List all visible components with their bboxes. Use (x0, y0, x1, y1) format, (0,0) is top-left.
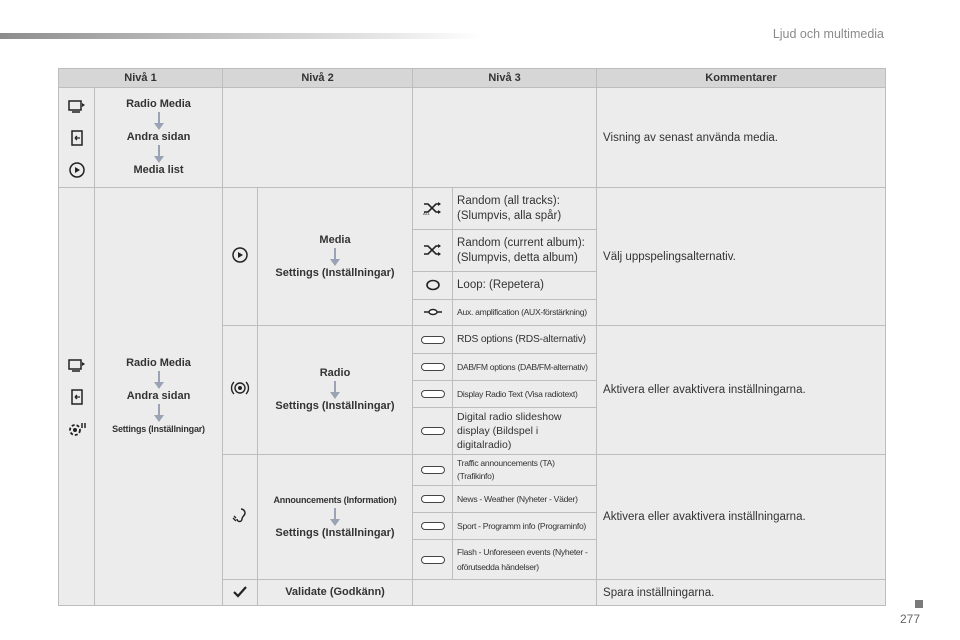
level-label: Announcements (Information) (273, 495, 397, 505)
level-label: Radio (319, 367, 351, 379)
arrow-down-icon (330, 248, 340, 266)
level-label: Settings (Inställningar) (275, 266, 395, 279)
level-label: Settings (Inställningar) (275, 400, 395, 412)
column-header: Nivå 3 (413, 69, 597, 88)
media-icon (229, 245, 251, 265)
level3-icon-cell (413, 188, 453, 230)
toggle-icon (421, 556, 445, 564)
toggle-icon (421, 466, 445, 474)
level2-path (258, 455, 413, 580)
level3-item: DAB/FM options (DAB/FM-alternativ) (453, 354, 597, 381)
table-row (59, 188, 886, 230)
arrow-down-icon (154, 404, 164, 422)
toggle-icon (421, 336, 445, 344)
column-header: Kommentarer (597, 69, 886, 88)
check-icon-cell (223, 580, 258, 606)
radio-media-icon (66, 355, 88, 375)
header-decor-bar (0, 33, 480, 39)
table-header-row (59, 69, 886, 88)
level2-path (258, 580, 413, 606)
settings-icon (66, 419, 88, 439)
radio-icon-cell (223, 326, 258, 455)
level3-icon-cell (413, 381, 453, 408)
level-label: Andra sidan (126, 390, 191, 402)
arrow-down-icon (154, 371, 164, 389)
arrow-down-icon (330, 508, 340, 526)
media-list-icon (66, 160, 88, 180)
level2-path (258, 326, 413, 455)
level3-icon-cell (413, 408, 453, 455)
level-label: Settings (Inställningar) (112, 424, 205, 434)
comment-cell: Aktivera eller avaktivera inställningarna. (597, 326, 886, 455)
toggle-icon (421, 495, 445, 503)
arrow-down-icon (330, 381, 340, 399)
level3-item: RDS options (RDS-alternativ) (453, 326, 597, 354)
level1-path (95, 188, 223, 606)
radio-icon (229, 378, 251, 398)
toggle-icon (421, 427, 445, 435)
toggle-icon (421, 390, 445, 398)
back-page-icon (66, 387, 88, 407)
level3-item: Aux. amplification (AUX-förstärkning) (453, 300, 597, 326)
level3-item: Random (current album): (Slumpvis, detta album) (453, 230, 597, 272)
shuffle-icon (422, 240, 444, 260)
toggle-icon (421, 522, 445, 530)
level3-item: Sport - Programm info (Programinfo) (453, 513, 597, 540)
check-icon (229, 582, 251, 602)
level1-icons (59, 188, 95, 606)
level-label: Media list (133, 164, 184, 176)
section-title: Ljud och multimedia (772, 27, 884, 41)
comment-cell: Aktivera eller avaktivera inställningarna. (597, 455, 886, 580)
level-label: Radio Media (126, 98, 191, 110)
level-label: Andra sidan (126, 131, 191, 143)
empty-cell (413, 580, 597, 606)
level3-item: Display Radio Text (Visa radiotext) (453, 381, 597, 408)
comment-cell: Spara inställningarna. (597, 580, 886, 606)
level-label: Media (319, 233, 351, 246)
level3-item: Digital radio slideshow display (Bildspel i digitalradio) (453, 408, 597, 455)
comment-cell: Visning av senast använda media. (597, 88, 886, 188)
level3-item: Flash - Unforeseen events (Nyheter - oförutsedda händelser) (453, 540, 597, 580)
level-label: Radio Media (126, 357, 191, 369)
column-header: Nivå 2 (223, 69, 413, 88)
column-header: Nivå 1 (59, 69, 223, 88)
level3-icon-cell (413, 272, 453, 300)
level3-item: Loop: (Repetera) (453, 272, 597, 300)
level3-icon-cell (413, 486, 453, 513)
comment-cell: Välj uppspelingsalternativ. (597, 188, 886, 326)
aux-amplification-icon (422, 302, 444, 322)
level3-item: News - Weather (Nyheter - Väder) (453, 486, 597, 513)
settings-table (58, 68, 886, 606)
arrow-down-icon (154, 145, 164, 163)
empty-cell (223, 88, 413, 188)
announcements-icon-cell (223, 455, 258, 580)
svg-text:ALL: ALL (422, 210, 430, 215)
level1-icons (59, 88, 95, 188)
loop-icon (422, 275, 444, 295)
shuffle-all-icon (422, 198, 444, 218)
level3-icon-cell (413, 230, 453, 272)
back-page-icon (66, 128, 88, 148)
level3-item: Random (all tracks): (Slumpvis, alla spår) (453, 188, 597, 230)
level3-icon-cell (413, 300, 453, 326)
level2-path (258, 188, 413, 326)
level-label: Settings (Inställningar) (275, 527, 395, 539)
level3-icon-cell (413, 540, 453, 580)
level3-icon-cell (413, 326, 453, 354)
table-row (59, 88, 886, 188)
announcements-icon (229, 505, 251, 525)
page-marker (915, 600, 923, 608)
empty-cell (413, 88, 597, 188)
level3-item: Traffic announcements (TA) (Trafikinfo) (453, 455, 597, 486)
radio-media-icon (66, 96, 88, 116)
level3-icon-cell (413, 513, 453, 540)
arrow-down-icon (154, 112, 164, 130)
toggle-icon (421, 363, 445, 371)
page-number: 277 (899, 612, 920, 626)
level3-icon-cell (413, 455, 453, 486)
level3-icon-cell (413, 354, 453, 381)
media-icon-cell (223, 188, 258, 326)
level1-path (95, 88, 223, 188)
level-label: Validate (Godkänn) (285, 586, 385, 598)
